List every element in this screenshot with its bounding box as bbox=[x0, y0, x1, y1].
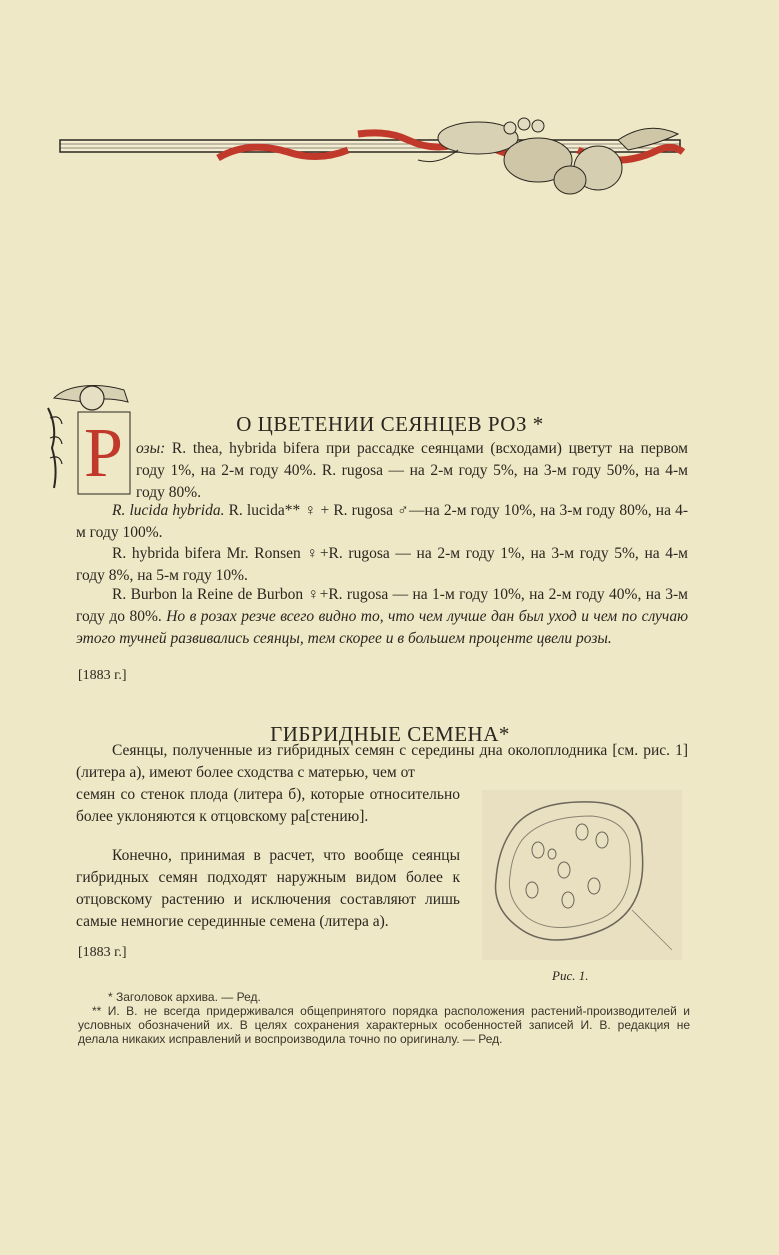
footnote-2: ** И. В. не всегда придерживался общепринятого порядка расположения растений-производителей и условных обозначений их. В целях сохранения характерных особенностей записей И. В. редакция не делала никаких исправлений и воспроизводила точно по оригиналу. — Ред. bbox=[78, 1004, 690, 1046]
paragraph-hybrid-seeds-3: Конечно, принимая в расчет, что вообще сеянцы гибридных семян подходят наружным видом более к отцовскому растению и исключения составляют лишь самые немногие серединные семена (литера а). bbox=[76, 847, 460, 930]
paragraph-rosa-hybrida: R. hybrida bifera Mr. Ronsen ♀+R. rugosa — на 2-м году 1%, на 3-м году 5%, на 4-м году 8%, на 5-м году 10%. bbox=[76, 545, 688, 584]
figure-caption: Рис. 1. bbox=[552, 968, 589, 983]
paragraph-rosa-burbon bbox=[76, 584, 688, 650]
paragraph-text: R. lucida** ♀ + R. rugosa ♂—на 2-м году 10%, на 3-м году 80%, на 4-м году 100%. bbox=[76, 502, 688, 541]
paragraph-text: R. thea, hybrida bifera при рассадке сеянцами (всходами) цветут на первом году 1%, на 2-м году 40%. R. rugosa — на 2-м году 5%, на 3-м году 50%, на 4-м году 80%. bbox=[136, 440, 688, 501]
rose-hip-cross-section-sketch bbox=[482, 790, 682, 960]
section-title-hybrid-seeds: ГИБРИДНЫЕ СЕМЕНА* bbox=[270, 722, 510, 747]
footnote-1: * Заголовок архива. — Ред. bbox=[108, 990, 261, 1004]
section-title-rose-seedlings: О ЦВЕТЕНИИ СЕЯНЦЕВ РОЗ * bbox=[236, 412, 544, 437]
decorated-initial bbox=[44, 378, 140, 498]
ribbon-and-fruit-ornament-icon bbox=[58, 110, 698, 205]
paragraph-rosa-lucida bbox=[76, 500, 688, 544]
paragraph-rosa-thea bbox=[136, 438, 688, 504]
paragraph-hybrid-seeds-1: Сеянцы, полученные из гибридных семян с середины дна околоплодника [см. рис. 1] (литера а), имеют более сходства с матерью, чем от bbox=[76, 742, 688, 781]
paragraph-lead: R. lucida hybrida. bbox=[112, 502, 225, 519]
initial-letter-r: Р bbox=[84, 415, 123, 492]
paragraph-lead: озы: bbox=[136, 440, 166, 457]
paragraph-italic-note: Но в розах резче всего видно то, что чем лучше дан был уход и чем по случаю этого тучней развивались сеянцы, тем скорее и в большем проценте цвели розы. bbox=[76, 608, 689, 647]
paragraph-text: R. Burbon la Reine de Burbon ♀+R. rugosa — на 1-м году 10%, на 2-м году 40%, на 3-м году до 80%. bbox=[76, 586, 688, 625]
paragraph-hybrid-seeds-2: семян со стенок плода (литера б), которые относительно более уклоняются к отцовскому ра[стению]. bbox=[76, 786, 460, 825]
date-note: [1883 г.] bbox=[78, 945, 127, 960]
date-note: [1883 г.] bbox=[78, 668, 127, 683]
